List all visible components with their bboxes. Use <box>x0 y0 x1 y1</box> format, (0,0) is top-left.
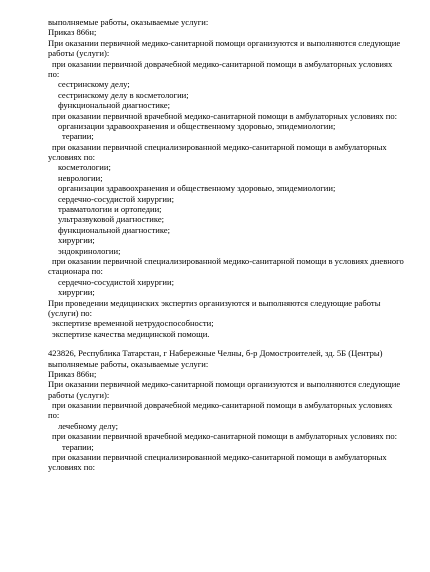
text-line: сестринскому делу; <box>58 79 130 90</box>
text-line: работы (услуги): <box>48 389 110 400</box>
text-line: при оказании первичной врачебной медико-санитарной помощи в амбулаторных условиях по: <box>52 110 398 121</box>
text-line: сестринскому делу в косметологии; <box>58 89 189 100</box>
text-line: при оказании первичной доврачебной медико-санитарной помощи в амбулаторных условиях <box>52 58 393 69</box>
text-line: организации здравоохранения и общественному здоровью, эпидемиологии; <box>58 120 336 131</box>
text-line: по: <box>48 410 60 421</box>
text-line: сердечно-сосудистой хирургии; <box>58 276 175 287</box>
text-line: при оказании первичной специализированной медико-санитарной помощи в амбулаторных <box>52 141 387 152</box>
text-line: условиях по: <box>48 152 96 163</box>
text-line: терапии; <box>62 441 94 452</box>
text-line: организации здравоохранения и общественному здоровью, эпидемиологии; <box>58 183 336 194</box>
block-separator <box>48 339 422 348</box>
text-line: условиях по: <box>48 462 96 473</box>
address-activities-block <box>48 348 422 473</box>
text-line: выполняемые работы, оказываемые услуги: <box>48 358 209 369</box>
text-line: 423826, Республика Татарстан, г Набережные Челны, б-р Домостроителей, зд. 5Б (Центры) <box>48 348 383 359</box>
text-line: при оказании первичной специализированной медико-санитарной помощи в амбулаторных <box>52 452 387 463</box>
text-line: При оказании первичной медико-санитарной помощи организуются и выполняются следующие <box>48 37 401 48</box>
text-line: по: <box>48 68 60 79</box>
text-line: при оказании первичной врачебной медико-санитарной помощи в амбулаторных условиях по: <box>52 431 398 442</box>
text-line: при оказании первичной специализированной медико-санитарной помощи в условиях дневного <box>52 255 404 266</box>
text-line: выполняемые работы, оказываемые услуги: <box>48 17 209 27</box>
text-line: терапии; <box>62 131 94 142</box>
text-line: неврологии; <box>58 172 103 183</box>
text-line: хирургии; <box>58 287 95 298</box>
text-line: при оказании первичной доврачебной медико-санитарной помощи в амбулаторных условиях <box>52 400 393 411</box>
text-line: (услуги) по: <box>48 307 92 318</box>
text-line: Приказ 866н; <box>48 368 97 379</box>
text-line: лечебному делу; <box>58 420 119 431</box>
text-line: работы (услуги): <box>48 48 110 59</box>
text-line: Приказ 866н; <box>48 27 97 38</box>
text-line: хирургии; <box>58 235 95 246</box>
text-line: эндокринологии; <box>58 245 121 256</box>
text-line: косметологии; <box>58 162 111 173</box>
text-line: сердечно-сосудистой хирургии; <box>58 193 175 204</box>
text-line: экспертизе временной нетрудоспособности; <box>52 318 214 329</box>
text-line: При проведении медицинских экспертиз организуются и выполняются следующие работы <box>48 297 381 308</box>
text-line: При оказании первичной медико-санитарной помощи организуются и выполняются следующие <box>48 379 401 390</box>
license-activities-block <box>48 17 422 339</box>
text-line: функциональной диагностике; <box>58 100 171 111</box>
text-line: травматологии и ортопедии; <box>58 204 162 215</box>
text-line: стационара по: <box>48 266 103 277</box>
text-line: экспертизе качества медицинской помощи. <box>52 328 210 339</box>
text-line: функциональной диагностике; <box>58 224 171 235</box>
text-line: ультразвуковой диагностике; <box>58 214 165 225</box>
